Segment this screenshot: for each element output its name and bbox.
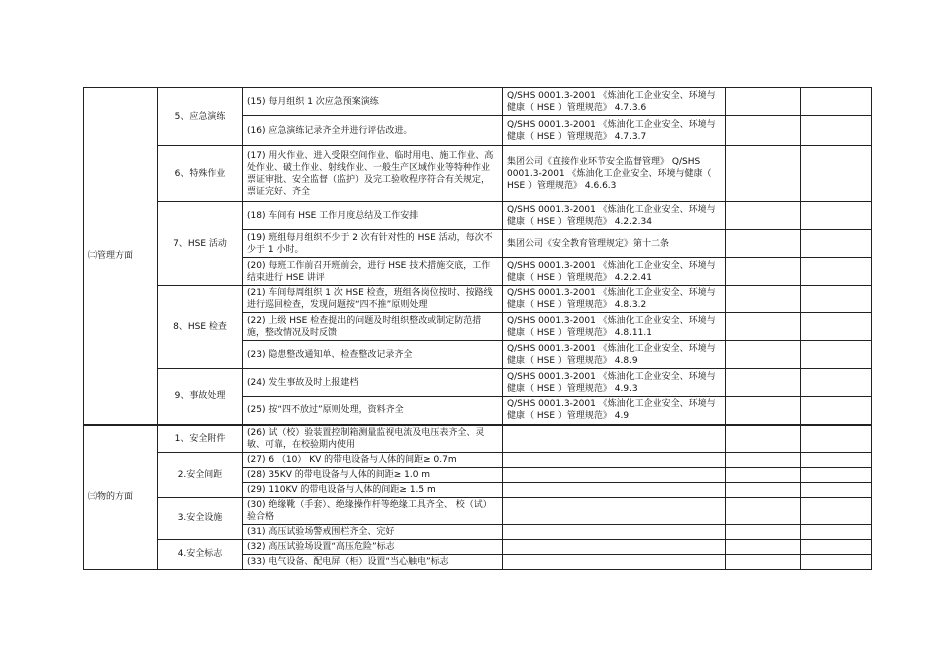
blank-cell [801,116,872,146]
basis-cell: Q/SHS 0001.3-2001 《炼油化工企业安全、环境与健康（ HSE ）管理规范》 4.8.3.2 [503,286,726,313]
section-label: ㈢物的方面 [84,425,158,570]
basis-cell: Q/SHS 0001.3-2001 《炼油化工企业安全、环境与健康（ HSE ）管理规范》 4.8.11.1 [503,313,726,341]
blank-cell [503,425,726,453]
blank-cell [726,397,801,425]
item-cell: (26) 试（校）验装置控制箱测量监视电流及电压表齐全、灵敏、可靠，在校验期内使用 [243,425,503,453]
blank-cell [726,482,801,497]
basis-cell: Q/SHS 0001.3-2001 《炼油化工企业安全、环境与健康（ HSE ）管理规范》 4.7.3.7 [503,116,726,146]
blank-cell [801,369,872,397]
blank-cell [503,497,726,524]
item-cell: (17) 用火作业、进入受限空间作业、临时用电、施工作业、高处作业、破土作业、射线作业、一般生产区域作业等特种作业票证审批、安全监督（监护）及完工验收程序符合有关规定，票证完好、齐全 [243,146,503,202]
item-cell: (18) 车间有 HSE 工作月度总结及工作安排 [243,202,503,230]
blank-cell [726,539,801,554]
blank-cell [801,554,872,569]
blank-cell [726,116,801,146]
blank-cell [801,88,872,116]
table-row [84,88,872,116]
subcategory-label: 4.安全标志 [158,539,243,569]
blank-cell [726,524,801,539]
item-cell: (31) 高压试验场警戒围栏齐全、完好 [243,524,503,539]
blank-cell [726,313,801,341]
blank-cell [801,425,872,453]
basis-cell: Q/SHS 0001.3-2001 《炼油化工企业安全、环境与健康（ HSE ）管理规范》 4.7.3.6 [503,88,726,116]
table-row [84,146,872,202]
basis-cell: Q/SHS 0001.3-2001 《炼油化工企业安全、环境与健康（ HSE ）管理规范》 4.2.2.34 [503,202,726,230]
blank-cell [801,286,872,313]
table-row [84,425,872,453]
item-cell: (22) 上级 HSE 检查提出的问题及时组织整改或制定防范措施，整改情况及时反馈 [243,313,503,341]
item-cell: (32) 高压试验场设置“高压危险”标志 [243,539,503,554]
subcategory-label: 5、应急演练 [158,88,243,146]
blank-cell [801,539,872,554]
basis-cell: Q/SHS 0001.3-2001 《炼油化工企业安全、环境与健康（ HSE ）管理规范》 4.9.3 [503,369,726,397]
subcategory-label: 1、安全附件 [158,425,243,453]
basis-cell: Q/SHS 0001.3-2001 《炼油化工企业安全、环境与健康（ HSE ）管理规范》 4.9 [503,397,726,425]
blank-cell [801,482,872,497]
inspection-table [83,87,872,570]
item-cell: (19) 班组每月组织不少于 2 次有针对性的 HSE 活动，每次不少于 1 小时。 [243,230,503,258]
blank-cell [726,341,801,369]
item-cell: (33) 电气设备、配电屏（柜）设置“当心触电”标志 [243,554,503,569]
subcategory-label: 3.安全设施 [158,497,243,539]
table-row [84,202,872,230]
subcategory-label: 7、HSE 活动 [158,202,243,286]
blank-cell [726,258,801,286]
blank-cell [503,482,726,497]
blank-cell [726,497,801,524]
blank-cell [503,554,726,569]
blank-cell [801,146,872,202]
section-label: ㈡管理方面 [84,88,158,425]
subcategory-label: 2.安全间距 [158,452,243,497]
blank-cell [503,539,726,554]
item-cell: (16) 应急演练记录齐全并进行评估改进。 [243,116,503,146]
table-row [84,497,872,524]
blank-cell [503,524,726,539]
basis-cell: 集团公司《安全教育管理规定》第十二条 [503,230,726,258]
blank-cell [503,467,726,482]
blank-cell [801,341,872,369]
blank-cell [726,425,801,453]
table-row [84,452,872,467]
blank-cell [726,369,801,397]
item-cell: (27) 6 （10） KV 的带电设备与人体的间距≥ 0.7m [243,452,503,467]
item-cell: (28) 35KV 的带电设备与人体的间距≥ 1.0 m [243,467,503,482]
basis-cell: 集团公司《直接作业环节安全监督管理》 Q/SHS 0001.3-2001 《炼油化工企业安全、环境与健康（ HSE ）管理规范》 4.6.6.3 [503,146,726,202]
blank-cell [726,230,801,258]
blank-cell [801,230,872,258]
item-cell: (20) 每班工作前召开班前会，进行 HSE 技术措施交底，工作结束进行 HSE 讲评 [243,258,503,286]
item-cell: (29) 110KV 的带电设备与人体的间距≥ 1.5 m [243,482,503,497]
blank-cell [801,202,872,230]
subcategory-label: 8、HSE 检查 [158,286,243,369]
subcategory-label: 9、事故处理 [158,369,243,425]
table-row [84,369,872,397]
item-cell: (30) 绝缘靴（手套）、绝缘操作杆等绝缘工具齐全、 校（试）验合格 [243,497,503,524]
item-cell: (25) 按“四不放过”原则处理，资料齐全 [243,397,503,425]
blank-cell [726,286,801,313]
item-cell: (24) 发生事故及时上报建档 [243,369,503,397]
blank-cell [801,497,872,524]
blank-cell [726,202,801,230]
item-cell: (23) 隐患整改通知单、检查整改记录齐全 [243,341,503,369]
subcategory-label: 6、特殊作业 [158,146,243,202]
table-row [84,286,872,313]
blank-cell [801,467,872,482]
blank-cell [801,313,872,341]
basis-cell: Q/SHS 0001.3-2001 《炼油化工企业安全、环境与健康（ HSE ）管理规范》 4.8.9 [503,341,726,369]
blank-cell [801,524,872,539]
table-row [84,539,872,554]
blank-cell [801,258,872,286]
blank-cell [726,467,801,482]
item-cell: (15) 每月组织 1 次应急预案演练 [243,88,503,116]
blank-cell [801,397,872,425]
blank-cell [726,452,801,467]
blank-cell [801,452,872,467]
item-cell: (21) 车间每周组织 1 次 HSE 检查，班组各岗位按时、按路线进行巡回检查，发现问题按“四不推”原则处理 [243,286,503,313]
blank-cell [726,88,801,116]
basis-cell: Q/SHS 0001.3-2001 《炼油化工企业安全、环境与健康（ HSE ）管理规范》 4.2.2.41 [503,258,726,286]
blank-cell [503,452,726,467]
blank-cell [726,554,801,569]
blank-cell [726,146,801,202]
